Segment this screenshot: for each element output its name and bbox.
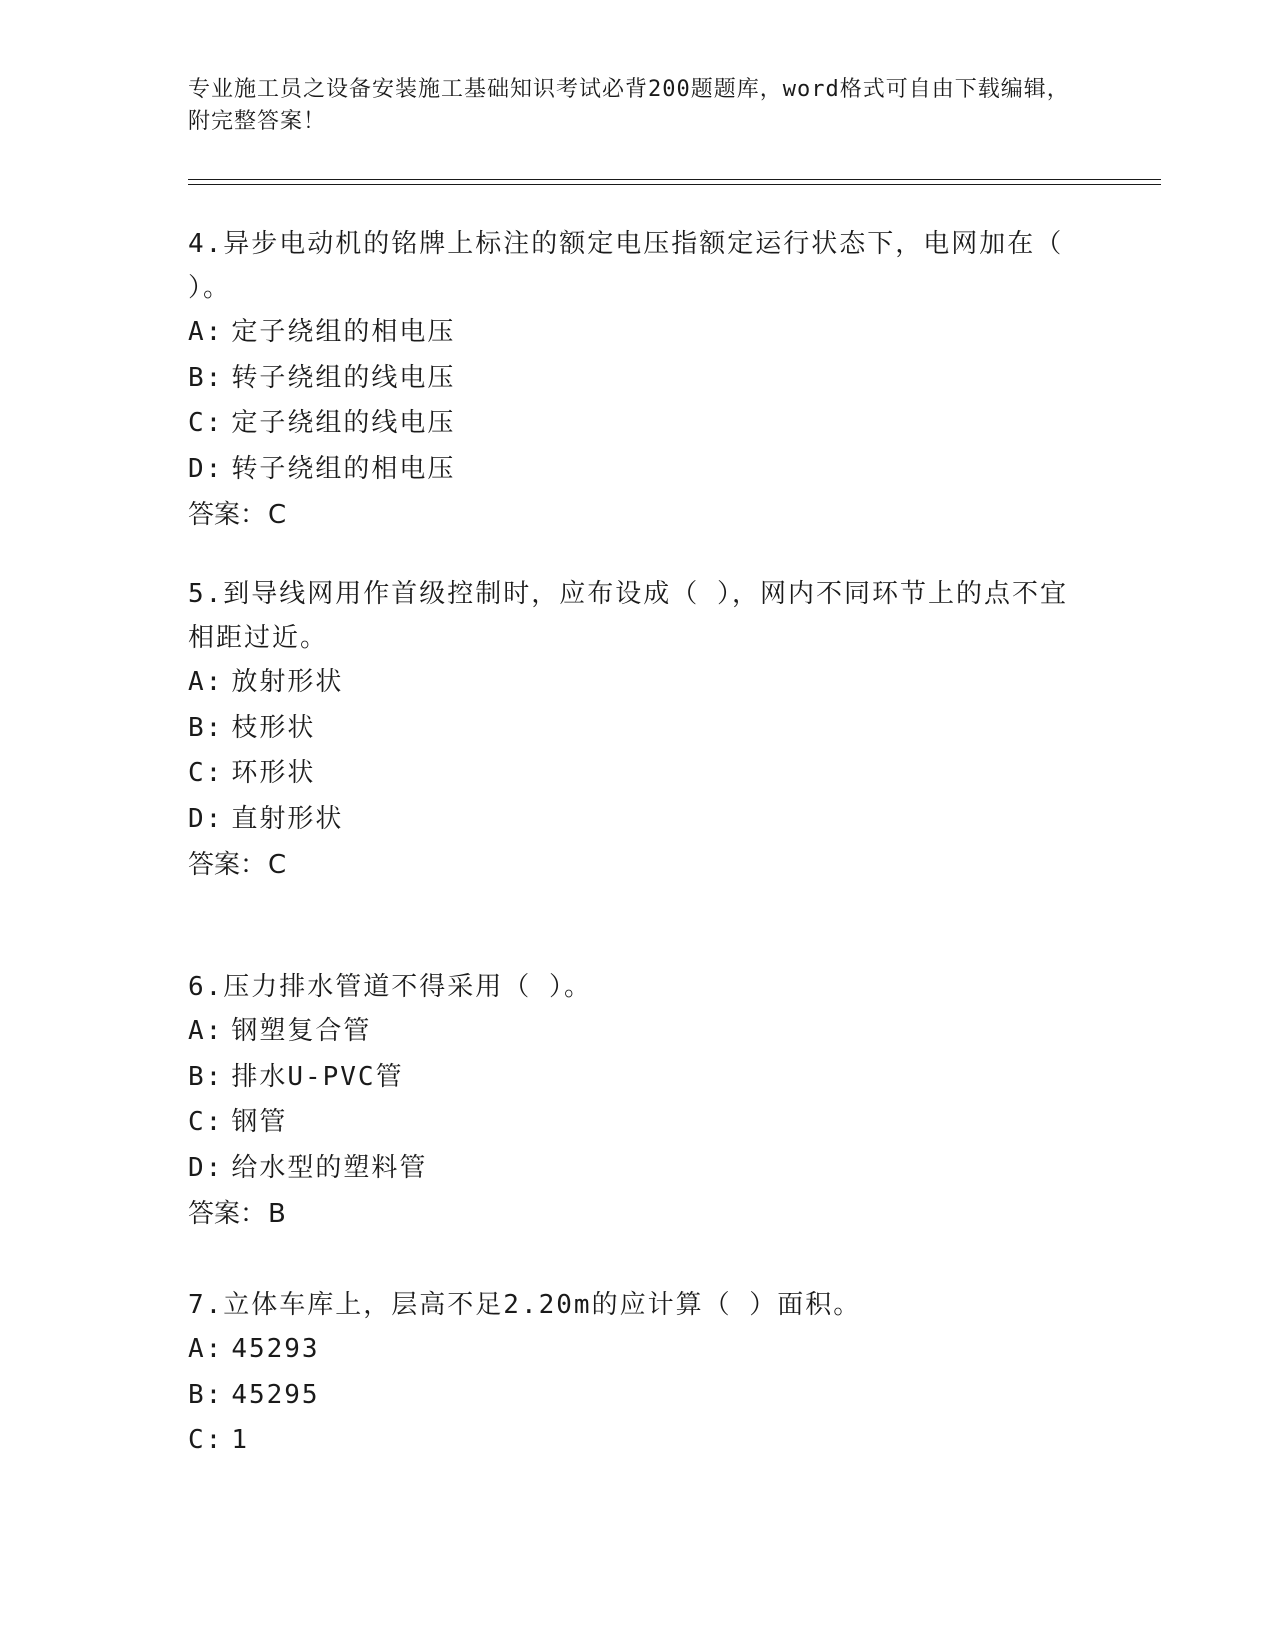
option-c xyxy=(188,1100,1088,1146)
option-letter: A: xyxy=(188,667,224,697)
option-letter: C: xyxy=(188,1107,224,1137)
option-b xyxy=(188,1373,1088,1419)
option-text: 45293 xyxy=(231,1334,320,1364)
option-letter: A: xyxy=(188,1016,224,1046)
option-text: 放射形状 xyxy=(231,667,344,697)
option-text: 枝形状 xyxy=(231,712,316,743)
option-letter: B: xyxy=(188,712,224,743)
option-d xyxy=(188,447,1088,493)
answer-line xyxy=(188,842,1088,888)
answer-line xyxy=(188,1191,1088,1237)
option-letter: C: xyxy=(188,758,224,788)
option-a xyxy=(188,1327,1088,1373)
option-text: 定子绕组的线电压 xyxy=(231,408,456,438)
option-b xyxy=(188,706,1088,752)
option-b xyxy=(188,1055,1088,1101)
option-a xyxy=(188,310,1088,356)
option-letter: A: xyxy=(188,317,224,347)
option-a xyxy=(188,1009,1088,1055)
question-6 xyxy=(188,965,1088,1237)
document-intro: 专业施工员之设备安装施工基础知识考试必背200题题库，word格式可自由下载编辑，附完整答案！ xyxy=(188,77,1070,134)
question-stem: 5.到导线网用作首级控制时，应布设成（ ），网内不同环节上的点不宜相距过近。 xyxy=(188,579,1068,653)
option-text: 排水U-PVC管 xyxy=(231,1061,404,1092)
option-letter: D: xyxy=(188,1152,224,1183)
option-text: 转子绕组的线电压 xyxy=(231,362,456,393)
option-letter: D: xyxy=(188,803,224,834)
option-letter: C: xyxy=(188,1425,224,1455)
option-c xyxy=(188,401,1088,447)
option-d xyxy=(188,797,1088,843)
option-text: 定子绕组的相电压 xyxy=(231,317,456,347)
option-text: 钢塑复合管 xyxy=(231,1016,372,1046)
header-divider-bottom xyxy=(188,184,1161,185)
option-a xyxy=(188,660,1088,706)
option-text: 直射形状 xyxy=(231,803,344,834)
question-stem: 6.压力排水管道不得采用（ ）。 xyxy=(188,972,592,1002)
answer-line xyxy=(188,492,1088,538)
option-text: 给水型的塑料管 xyxy=(231,1152,428,1183)
answer-value: C xyxy=(268,500,287,530)
option-letter: A: xyxy=(188,1334,224,1364)
question-stem: 4.异步电动机的铭牌上标注的额定电压指额定运行状态下，电网加在（ ）。 xyxy=(188,229,1064,303)
option-letter: D: xyxy=(188,453,224,484)
option-d xyxy=(188,1146,1088,1192)
option-text: 1 xyxy=(231,1425,249,1455)
option-text: 环形状 xyxy=(231,758,316,788)
option-text: 钢管 xyxy=(231,1107,288,1137)
answer-value: C xyxy=(268,850,287,880)
option-c xyxy=(188,1418,1088,1464)
question-stem: 7.立体车库上，层高不足2.20m的应计算（ ）面积。 xyxy=(188,1290,862,1320)
option-letter: B: xyxy=(188,362,224,393)
header-divider-top xyxy=(188,179,1161,180)
answer-label: 答案： xyxy=(188,500,267,530)
question-4 xyxy=(188,222,1088,538)
option-text: 45295 xyxy=(231,1379,320,1410)
answer-label: 答案： xyxy=(188,1199,267,1229)
answer-label: 答案： xyxy=(188,850,267,880)
question-7 xyxy=(188,1283,1088,1464)
option-letter: B: xyxy=(188,1061,224,1092)
answer-value: B xyxy=(268,1199,286,1229)
option-text: 转子绕组的相电压 xyxy=(231,453,456,484)
question-5 xyxy=(188,572,1088,888)
option-letter: C: xyxy=(188,408,224,438)
option-letter: B: xyxy=(188,1379,224,1410)
option-b xyxy=(188,356,1088,402)
option-c xyxy=(188,751,1088,797)
